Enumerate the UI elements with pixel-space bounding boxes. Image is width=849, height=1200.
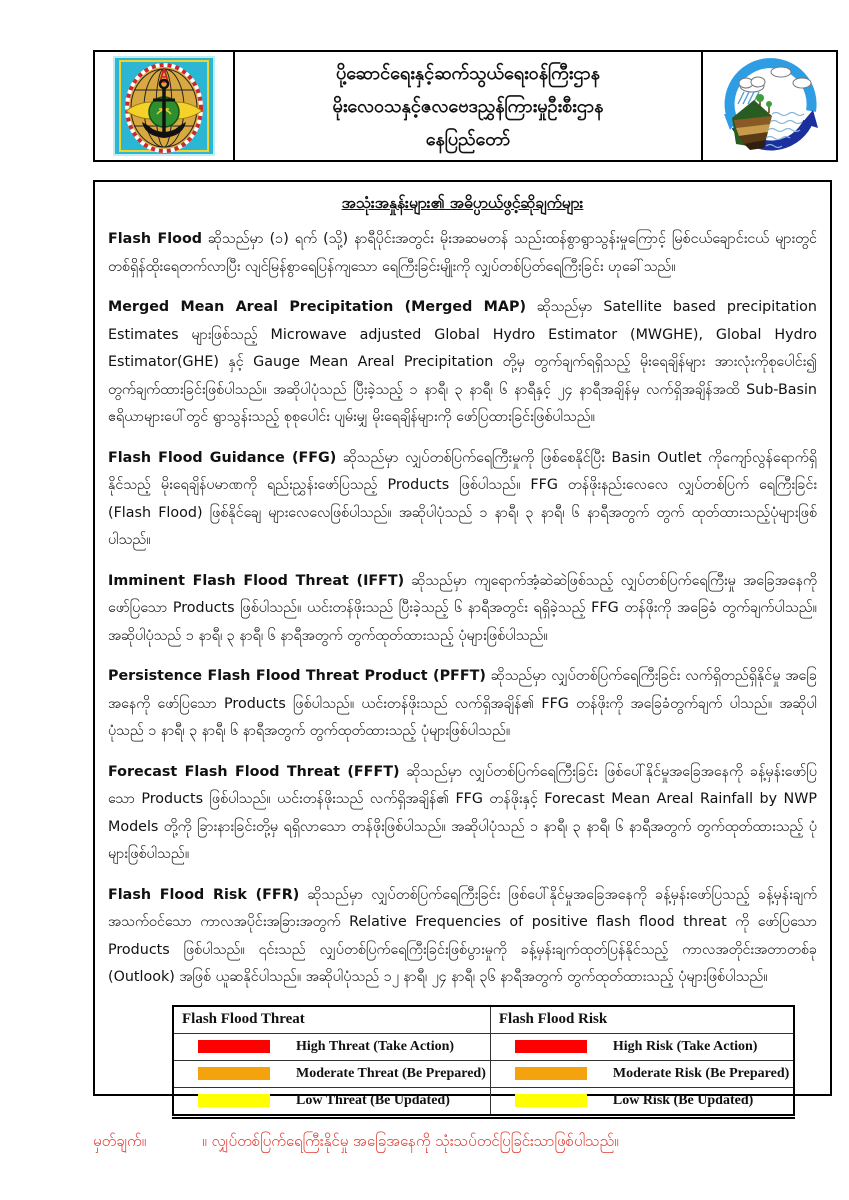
footnote-label: မှတ်ချက်။ — [93, 1132, 147, 1150]
high-threat-label: High Threat (Take Action) — [296, 1038, 455, 1054]
ministry-logo-cell — [95, 52, 235, 160]
paragraph-ffg: Flash Flood Guidance (FFG) ဆိုသည်မှာ လျှပ်တစ်ပြက်ရေကြီးမှုကို ဖြစ်စေနိုင်ပြီး Basin Outlet ကိုကျော်လွန်ရောက်ရှိ နိုင်သည့် မိုးရေချိန်ပမာဏကို ရည်းညွှန်းဖော်ပြသည့် Products ဖြစ်ပါသည်။ FFG တန်ဖိုးနည်းလေလေ လျှပ်တစ်ပြက် ရေကြီးခြင်း (Flash Flood) ဖြစ်နိုင်ချေ များလေလေဖြစ်ပါသည်။ အဆိုပါပုံသည် ၁ နာရီ၊ ၃ နာရီ၊ ၆ နာရီအတွက် တွက် ထုတ်ထားသည့်ပုံများဖြစ်ပါသည်။ — [108, 449, 817, 548]
low-risk-label: Low Risk (Be Updated) — [612, 1092, 754, 1108]
term-pfft: Persistence Flash Flood Threat Product (PFFT) — [108, 668, 486, 684]
dmh-logo-cell — [703, 52, 836, 160]
term-ffft: Forecast Flash Flood Threat (FFFT) — [108, 763, 400, 780]
high-threat-color-swatch — [198, 1040, 270, 1053]
term-ffr: Flash Flood Risk (FFR) — [108, 886, 300, 903]
low-risk-color-swatch — [515, 1094, 587, 1107]
term-ffg: Flash Flood Guidance (FFG) — [108, 449, 337, 466]
ministry-name: ပို့ဆောင်ရေးနှင့်ဆက်သွယ်ရေးဝန်ကြီးဌာန — [336, 62, 600, 84]
footnote-text: ။ လျှပ်တစ်ပြက်ရေကြီးနိုင်မှု အခြေအနေကို သုံးသပ်တင်ပြခြင်းသာဖြစ်ပါသည်။ — [202, 1132, 619, 1150]
paragraph-ifft: Imminent Flash Flood Threat (IFFT) ဆိုသည်မှာ ကျရောက်အံ့ဆဲဆဲဖြစ်သည့် လျှပ်တစ်ပြက်ရေကြီးမှု အခြေအနေကို ဖော်ပြသော Products ဖြစ်ပါသည်။ ယင်းတန်ဖိုးသည် ပြီးခဲ့သည့် ၆ နာရီအတွင်း ရရှိခဲ့သည့် FFG တန်ဖိုးကို အခြေခံ တွက်ချက်ပါသည်။ အဆိုပါပုံသည် ၁ နာရီ၊ ၃ နာရီ၊ ၆ နာရီအတွက် တွက်ထုတ်ထားသည့် ပုံများဖြစ်ပါသည်။ — [108, 572, 817, 644]
paragraph-pfft: Persistence Flash Flood Threat Product (PFFT) ဆိုသည်မှာ လျှပ်တစ်ပြက်ရေကြီးခြင်း လက်ရှိတည်ရှိနိုင်မှု အခြေ အနေကို ဖော်ပြသော Products ဖြစ်ပါသည်။ ယင်းတန်ဖိုးသည် လက်ရှိအချိန်၏ FFG တန်ဖိုးကို အခြေခံတွက်ချက် ပါသည်။ အဆိုပါပုံသည် ၁ နာရီ၊ ၃ နာရီ၊ ၆ နာရီအတွက် တွက်ထုတ်ထားသည့် ပုံများဖြစ်ပါသည်။ — [108, 668, 817, 739]
letterhead-titles — [235, 52, 703, 160]
high-risk-color-swatch — [515, 1040, 587, 1053]
low-threat-label: Low Threat (Be Updated) — [296, 1092, 450, 1108]
term-flash-flood: Flash Flood — [108, 231, 203, 247]
column-header-risk: Flash Flood Risk — [490, 1006, 794, 1034]
high-risk-label: High Risk (Take Action) — [612, 1038, 758, 1054]
paragraph-flash-flood: Flash Flood ဆိုသည်မှာ (၁) ရက် (သို့) နာရီပိုင်းအတွင်း မိုးအဆမတန် သည်းထန်စွာရွာသွန်းမှုကြောင့် မြစ်ငယ်ချောင်းငယ် များတွင် တစ်ရှိန်ထိုးရေတက်လာပြီး လျင်မြန်စွာရေပြန်ကျသော ရေကြီးခြင်းမျိုးကို လျှပ်တစ်ပြတ်ရေကြီးခြင်း ဟုခေါ်သည်။ — [108, 231, 817, 275]
legend-row-moderate — [173, 1060, 794, 1087]
paragraph-merged-map: Merged Mean Areal Precipitation (Merged MAP) ဆိုသည်မှာ Satellite based precipitation Estimates များဖြစ်သည့် Microwave adjusted Global Hydro Estimator (MWGHE), Global Hydro Estimator(GHE) နှင့် Gauge Mean Areal Precipitation တို့မှ တွက်ချက်ရရှိသည့် မိုးရေချိန်များ အားလုံးကိုစုပေါင်း၍ တွက်ချက်ထားခြင်းဖြစ်ပါသည်။ အဆိုပါပုံသည် ပြီးခဲ့သည့် ၁ နာရီ၊ ၃ နာရီ၊ ၆ နာရီနှင့် ၂၄ နာရီအချိန်မှ လက်ရှိအချိန်အထိ Sub-Basin ဧရိယာများပေါ်တွင် ရွာသွန်းသည့် စုစုပေါင်း ပျမ်းမျှ မိုးရေချိန်များကို ဖော်ပြထားခြင်းဖြစ်ပါသည်။ — [108, 299, 817, 425]
moderate-threat-color-swatch — [198, 1067, 270, 1080]
footnote — [93, 1126, 833, 1156]
moderate-risk-color-swatch — [515, 1067, 587, 1080]
ministry-of-transport-seal-icon — [113, 56, 215, 156]
department-name: မိုးလေဝသနှင့်ဇလဗေဒညွှန်ကြားမှုဦးစီးဌာန — [332, 95, 604, 117]
legend-header-row — [173, 1006, 794, 1034]
column-header-threat: Flash Flood Threat — [173, 1006, 490, 1034]
legend-row-high — [173, 1033, 794, 1060]
paragraph-ffr: Flash Flood Risk (FFR) ဆိုသည်မှာ လျှပ်တစ်ပြက်ရေကြီးခြင်း ဖြစ်ပေါ်နိုင်မှုအခြေအနေကို ခန့်မှန်းဖော်ပြသည့် ခန့်မှန်းချက် အသက်ဝင်သော ကာလအပိုင်းအခြားအတွက် Relative Frequencies of positive flash flood threat ကို ဖော်ပြသော Products ဖြစ်ပါသည်။ ၎င်းသည် လျှပ်တစ်ပြက်ရေကြီးခြင်းဖြစ်ပွားမှုကို ခန့်မှန်းချက်ထုတ်ပြန်နိုင်သည့် ကာလအတိုင်းအတာတစ်ခု (Outlook) အဖြစ် ယူဆနိုင်ပါသည်။ အဆိုပါပုံသည် ၁၂ နာရီ၊ ၂၄ နာရီ၊ ၃၆ နာရီအတွက် တွက်ထုတ်ထားသည့် ပုံများဖြစ်ပါသည်။ — [108, 886, 817, 985]
term-merged-map: Merged Mean Areal Precipitation (Merged MAP) — [108, 299, 526, 315]
moderate-threat-label: Moderate Threat (Be Prepared) — [296, 1065, 486, 1081]
letterhead — [93, 50, 838, 162]
term-ifft: Imminent Flash Flood Threat (IFFT) — [108, 572, 405, 589]
moderate-risk-label: Moderate Risk (Be Prepared) — [612, 1065, 790, 1081]
definitions-box — [93, 180, 832, 1108]
low-threat-color-swatch — [198, 1094, 270, 1107]
paragraph-ffft: Forecast Flash Flood Threat (FFFT) ဆိုသည်မှာ လျှပ်တစ်ပြက်ရေကြီးခြင်း ဖြစ်ပေါ်နိုင်မှုအခြေအနေကို ခန့်မှန်းဖော်ပြ သော Products ဖြစ်ပါသည်။ ယင်းတန်ဖိုးသည် လက်ရှိအချိန်၏ FFG တန်ဖိုးနှင့် Forecast Mean Areal Rainfall by NWP Models တို့ကို ခြားနားခြင်းတို့မှ ရရှိလာသော တန်ဖိုးဖြစ်ပါသည်။ အဆိုပါပုံသည် ၁ နာရီ၊ ၃ နာရီ၊ ၆ နာရီအတွက် တွက်ထုတ်ထားသည့် ပုံများဖြစ်ပါသည်။ — [108, 763, 817, 862]
city-name: နေပြည်တော် — [425, 128, 511, 150]
legend-row-low — [173, 1087, 794, 1116]
page-title: အသုံးအနှုန်းများ၏ အဓိပ္ပာယ်ဖွင့်ဆိုချက်များ — [341, 194, 584, 212]
threat-risk-legend-table — [172, 1005, 795, 1119]
dmh-water-cycle-icon — [714, 56, 826, 156]
